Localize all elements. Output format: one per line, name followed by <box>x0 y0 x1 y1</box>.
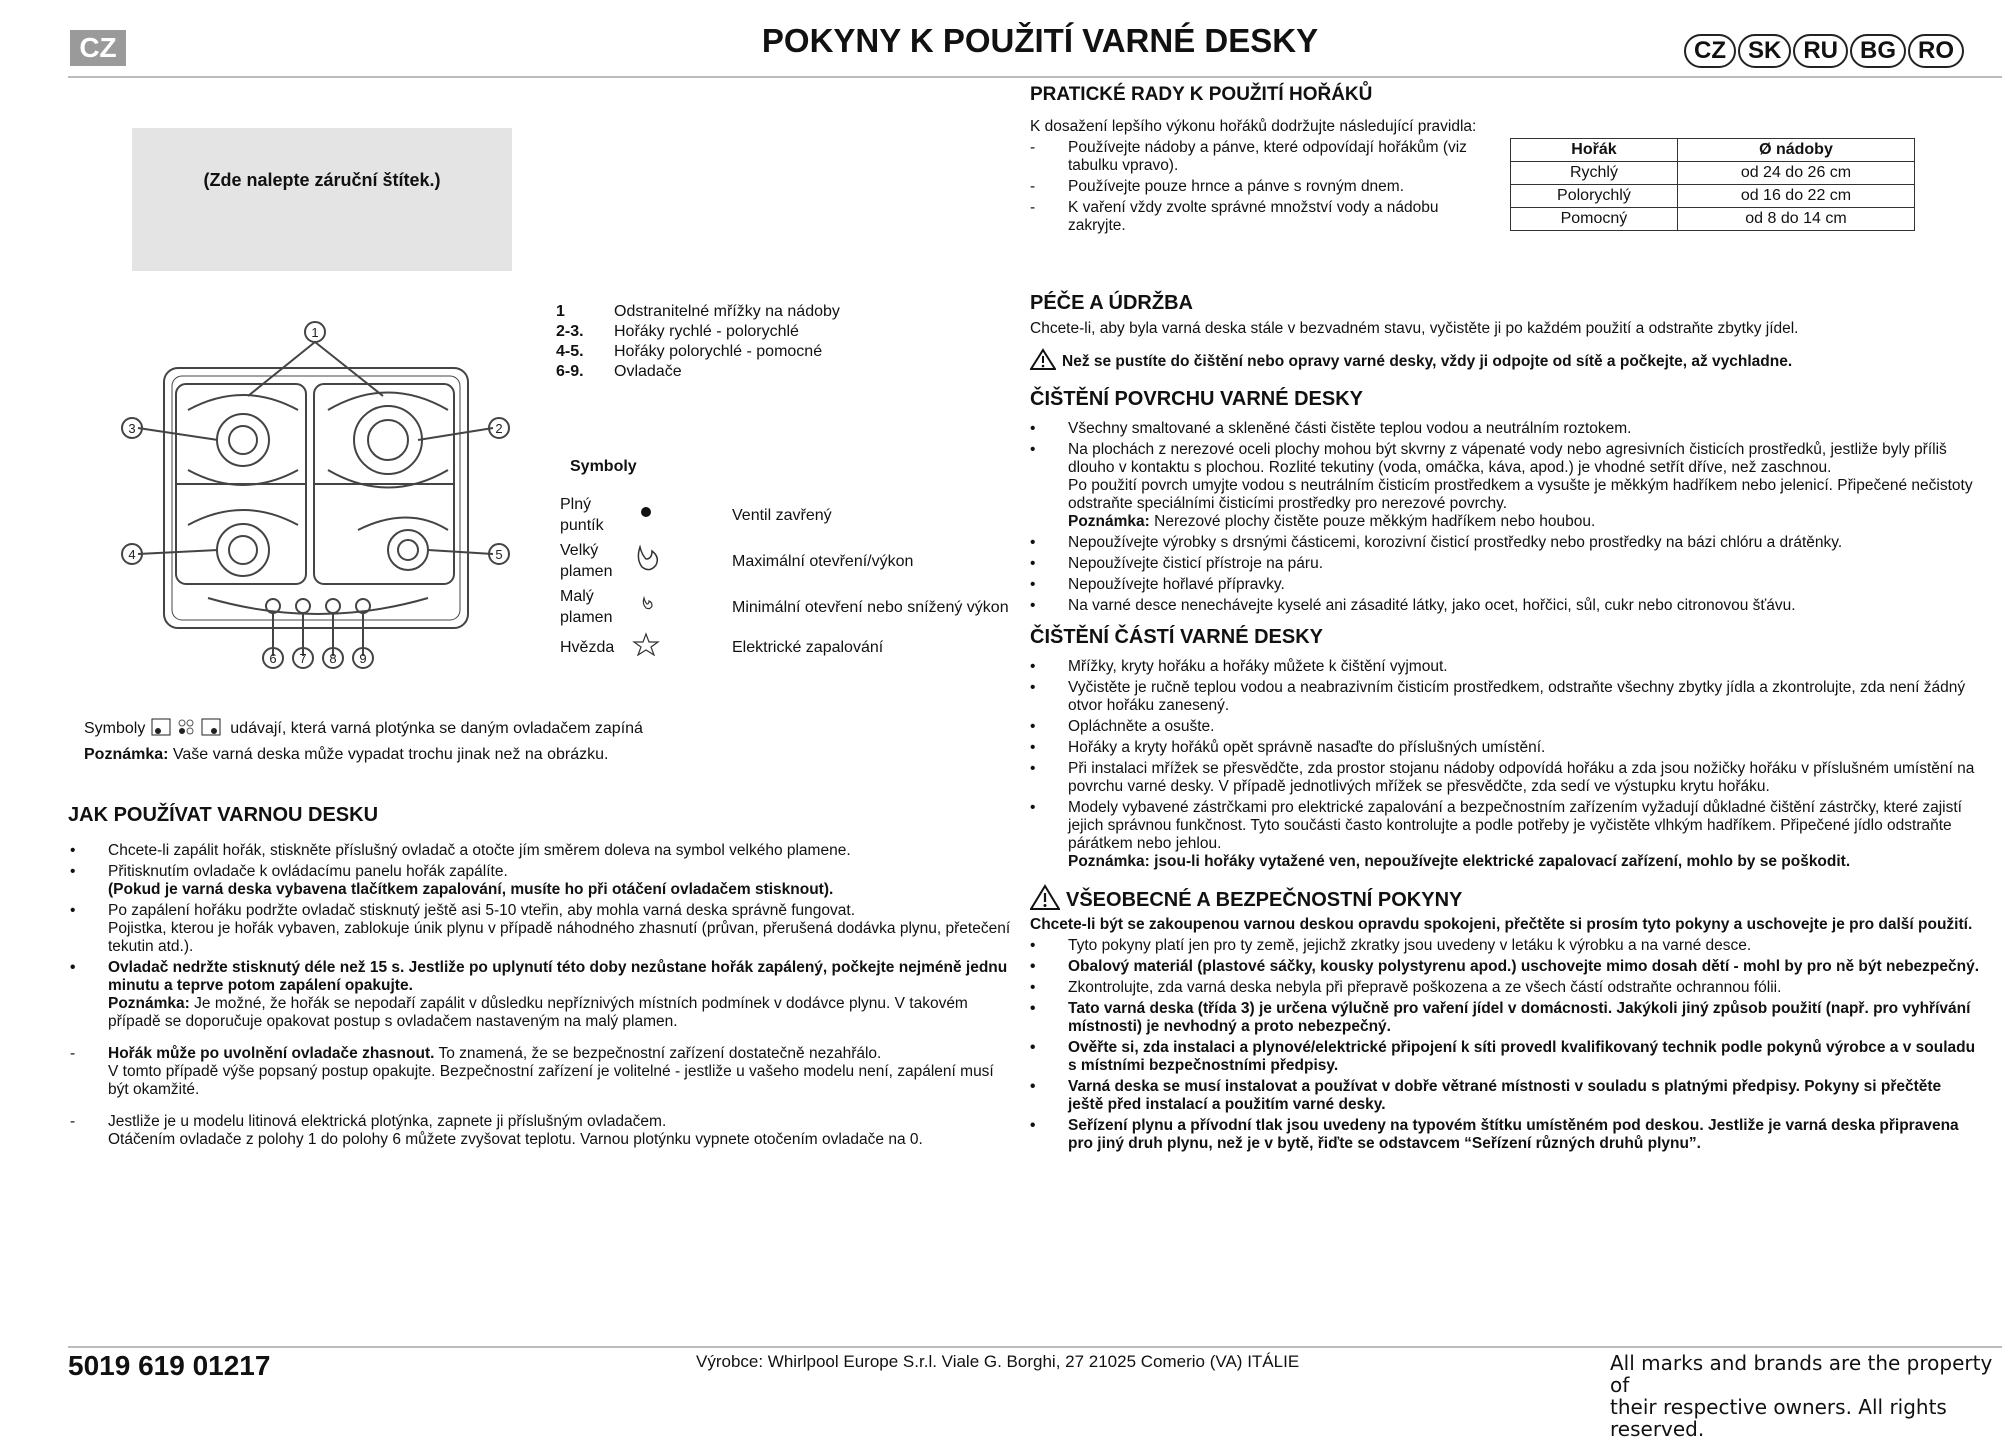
trademark-notice: All marks and brands are the property of their respective owners. All rights reserved. <box>1610 1351 1993 1441</box>
care-body <box>1030 320 1990 371</box>
symbol-desc: Elektrické zapalování <box>732 638 884 656</box>
lang-code: BG <box>1850 34 1906 68</box>
list-item: • Mřížky, kryty hořáku a hořáky můžete k čištění vyjmout. <box>1030 658 1975 676</box>
warranty-sticker-area <box>132 128 512 271</box>
list-item: • Ověřte si, zda instalaci a plynové/elektrické připojení k síti provedl kvalifikovaný technik podle pokynů výrobce a v souladu s místními bezpečnostními předpisy. <box>1030 1039 1980 1075</box>
symbols-table <box>560 492 1009 664</box>
safety-body <box>1030 916 1980 1156</box>
tips-intro: K dosažení lepšího výkonu hořáků dodržujte následující pravidla: <box>1030 118 1477 135</box>
document-code: 5019 619 01217 <box>68 1350 271 1381</box>
legend-num: 6-9. <box>556 363 584 380</box>
legend-row <box>556 302 840 322</box>
symbols-title: Symboly <box>570 458 637 475</box>
list-item: • Hořáky a kryty hořáků opět správně nasaďte do příslušných umístění. <box>1030 739 1975 757</box>
list-item: • Na plochách z nerezové oceli plochy mohou být skvrny z vápenaté vody nebo agresivních čisticích prostředků, jestliže byly příliš dlouho v kontaktu s plochou. Rozlité tekutiny (voda, omáčka, káva, apod.) je vhodné setřít dříve, než zaschnou. Po použití povrch umyjte vodou s neutrálním čisticím prostředkem a vysušte je měkkým hadříkem nebo jelenicí. Připečené nečistoty odstraňte speciálními čisticími prostředky pro nerezové povrchy. Poznámka: Nerezové plochy čistěte pouze měkkým hadříkem nebo houbou. <box>1030 441 1975 531</box>
use-section-title: JAK POUŽÍVAT VARNOU DESKU <box>68 804 379 826</box>
symbol-desc: Minimální otevření nebo snížený výkon <box>732 598 1009 616</box>
parts-body <box>1030 658 1975 874</box>
lang-code: RU <box>1793 34 1848 68</box>
surface-body <box>1030 420 1975 618</box>
care-warning: Než se pustíte do čištění nebo opravy varné desky, vždy ji odpojte od sítě a počkejte, až vychladne. <box>1030 348 1990 371</box>
symbol-row <box>560 492 1009 538</box>
care-title: PÉČE A ÚDRŽBA <box>1030 292 1193 314</box>
legend-text: Odstranitelné mřížky na nádoby <box>614 303 840 320</box>
list-item: • Při instalaci mřížek se přesvědčte, zda prostor stojanu nádoby odpovídá hořáku a zda jsou nožičky hořáku v příslušném umístění na povrchu varné desky. V případě jednotlivých mřížek se přesvědčte, zda sedí ve výstupku krytu hořáku. <box>1030 760 1975 796</box>
note-text: Vaše varná deska může vypadat trochu jinak než na obrázku. <box>172 746 609 763</box>
large-flame-icon <box>622 538 732 584</box>
table-row: Rychlý od 24 do 26 cm <box>1511 162 1915 185</box>
callout-6: 6 <box>269 651 277 666</box>
list-item: - Jestliže je u modelu litinová elektrická plotýnka, zapnete ji příslušným ovladačem. Otáčením ovladače z polohy 1 do polohy 6 můžete zvyšovat teplotu. Varnou plotýnku vypnete otočením ovladače na 0. <box>70 1113 1015 1149</box>
symbol-desc: Ventil zavřený <box>732 506 832 524</box>
list-item: • Nepoužívejte čisticí přístroje na páru. <box>1030 555 1975 573</box>
legend-num: 4-5. <box>556 343 584 360</box>
callout-9: 9 <box>359 651 367 666</box>
list-item: • Obalový materiál (plastové sáčky, kousky polystyrenu apod.) uschovejte mimo dosah dětí - mohl by pro ně být nebezpečný. <box>1030 958 1980 976</box>
list-item: • Varná deska se musí instalovat a používat v dobře větrané místnosti v souladu s platnými předpisy. Pokyny si přečtěte ještě před instalací a použitím varné desky. <box>1030 1078 1980 1114</box>
language-codes <box>1684 34 1964 68</box>
hob-diagram <box>118 300 518 675</box>
document-title: POKYNY K POUŽITÍ VARNÉ DESKY <box>761 22 1319 59</box>
list-item: • Chcete-li zapálit hořák, stiskněte příslušný ovladač a otočte jím směrem doleva na symbol velkého plamene. <box>70 842 1015 860</box>
callout-1: 1 <box>311 325 319 340</box>
table-row: Polorychlý od 16 do 22 cm <box>1511 185 1915 208</box>
star-icon <box>622 630 732 664</box>
fignote-lead: Symboly <box>84 720 146 737</box>
table-row: Pomocný od 8 do 14 cm <box>1511 208 1915 231</box>
use-section-body <box>70 842 1015 1152</box>
small-flame-icon <box>622 584 732 630</box>
fignote-tail: udávají, která varná plotýnka se daným ovladačem zapíná <box>230 720 643 737</box>
list-item: • Po zapálení hořáku podržte ovladač stisknutý ještě asi 5-10 vteřin, aby mohla varná deska správně fungovat. Pojistka, kterou je hořák vybaven, zablokuje únik plynu v případě náhodného zhasnutí (průvan, přerušená dodávka plynu, přetečení tekutin atd.). <box>70 902 1015 956</box>
sticker-label: (Zde nalepte záruční štítek.) <box>203 170 441 190</box>
symbol-name: Malý plamen <box>560 588 613 626</box>
legend-num: 2-3. <box>556 323 584 340</box>
legend-num: 1 <box>556 303 565 320</box>
manufacturer-info: Výrobce: Whirlpool Europe S.r.l. Viale G. Borghi, 27 21025 Comerio (VA) ITÁLIE <box>696 1352 1300 1371</box>
list-item: - Používejte nádoby a pánve, které odpovídají hořákům (viz tabulku vpravo). <box>1030 139 1500 175</box>
symbol-desc: Maximální otevření/výkon <box>732 552 914 570</box>
symbol-name: Plný puntík <box>560 496 604 534</box>
callout-3: 3 <box>128 421 136 436</box>
list-item: - K vaření vždy zvolte správné množství vody a nádobu zakryjte. <box>1030 199 1500 235</box>
list-item: • Seřízení plynu a přívodní tlak jsou uvedeny na typovém štítku umístěném pod deskou. Jestliže je varná deska připravena pro jiný druh plynu, než je v bytě, řiďte se odstavcem “Seřízení různých druhů plynu”. <box>1030 1117 1980 1153</box>
legend-text: Ovladače <box>614 363 682 380</box>
tips-body <box>1030 118 1500 238</box>
care-text: Chcete-li, aby byla varná deska stále v bezvadném stavu, vyčistěte ji po každém použití a odstraňte zbytky jídel. <box>1030 320 1799 337</box>
lang-code: CZ <box>1684 34 1736 68</box>
list-item: • Na varné desce nenechávejte kyselé ani zásadité látky, jako ocet, hořčici, sůl, cukr nebo citronovou šťávu. <box>1030 597 1975 615</box>
legend-row <box>556 322 840 342</box>
callout-4: 4 <box>128 547 136 562</box>
lang-code: SK <box>1738 34 1791 68</box>
legend-row <box>556 362 840 382</box>
parts-legend <box>556 302 840 382</box>
list-item: • Ovladač nedržte stisknutý déle než 15 s. Jestliže po uplynutí této doby nezůstane hořák zapálený, počkejte nejméně jednu minutu a teprve potom zapálení opakujte. Poznámka: Je možné, že hořák se nepodaří zapálit v důsledku nepříznivých místních podmínek v dodávce plynu. V takovém případě se doporučuje opakovat postup s ovladačem nastaveným na malý plamen. <box>70 959 1015 1031</box>
list-item: • Všechny smaltované a skleněné části čistěte teplou vodou a neutrálním roztokem. <box>1030 420 1975 438</box>
symbol-name: Hvězda <box>560 638 615 656</box>
symbol-row <box>560 538 1009 584</box>
list-item: • Modely vybavené zástrčkami pro elektrické zapalování a bezpečnostním zařízením vyžadují důkladné čištění zástrčky, které zajistí jejich správnou funkčnost. Tyto součásti často kontrolujte a podle potřeby je vyčistěte vlhkým hadříkem. Připečené jídlo odstraňte párátkem nebo jehlou. Poznámka: jsou-li hořáky vytažené ven, nepoužívejte elektrické zapalovací zařízení, mohlo by se poškodit. <box>1030 799 1975 871</box>
callout-2: 2 <box>495 421 503 436</box>
list-item: • Přitisknutím ovladače k ovládacímu panelu hořák zapálíte. (Pokud je varná deska vybavena tlačítkem zapalování, musíte ho při otáčení ovladačem stisknout). <box>70 863 1015 899</box>
symbol-row <box>560 584 1009 630</box>
list-item: • Opláchněte a osušte. <box>1030 718 1975 736</box>
list-item: • Tyto pokyny platí jen pro ty země, jejichž zkratky jsou uvedeny v letáku k výrobku a na varné desce. <box>1030 937 1980 955</box>
list-item: - Hořák může po uvolnění ovladače zhasnout. To znamená, že se bezpečnostní zařízení dostatečně nezahřálo. V tomto případě výše popsaný postup opakujte. Bezpečnostní zařízení je volitelné - jestliže u vašeho modelu není, zapálení musí být okamžité. <box>70 1045 1015 1099</box>
symbol-name: Velký plamen <box>560 542 613 580</box>
warning-icon <box>1030 884 1060 910</box>
list-item: • Vyčistěte je ručně teplou vodou a neabrazivním čisticím prostředkem, odstraňte všechny zbytky jídla a zkontrolujte, zda není žádný otvor hořáku zanesený. <box>1030 679 1975 715</box>
safety-intro: Chcete-li být se zakoupenou varnou deskou opravdu spokojeni, přečtěte si prosím tyto pokyny a uschovejte je pro další použití. <box>1030 916 1973 933</box>
lang-code: RO <box>1908 34 1964 68</box>
burner-pan-table <box>1510 138 1915 231</box>
table-header: Ø nádoby <box>1677 139 1914 162</box>
table-header: Hořák <box>1511 139 1678 162</box>
safety-title: VŠEOBECNÉ A BEZPEČNOSTNÍ POKYNY <box>1030 884 1462 912</box>
legend-text: Hořáky polorychlé - pomocné <box>614 343 823 360</box>
legend-row <box>556 342 840 362</box>
legend-text: Hořáky rychlé - polorychlé <box>614 323 799 340</box>
filled-dot-icon <box>622 492 732 538</box>
symbol-row <box>560 630 1009 664</box>
footer-divider <box>68 1346 2002 1348</box>
warning-icon <box>1030 348 1056 370</box>
callout-5: 5 <box>495 547 503 562</box>
list-item: • Nepoužívejte výrobky s drsnými částicemi, korozivní čisticí prostředky nebo prostředky na bázi chlóru a drátěnky. <box>1030 534 1975 552</box>
header-divider <box>68 76 2002 78</box>
figure-note <box>84 716 643 768</box>
language-badge: CZ <box>70 30 126 66</box>
parts-title: ČIŠTĚNÍ ČÁSTÍ VARNÉ DESKY <box>1030 626 1323 648</box>
burner-position-icons <box>150 720 226 737</box>
list-item: • Nepoužívejte hořlavé přípravky. <box>1030 576 1975 594</box>
list-item: • Tato varná deska (třída 3) je určena výlučně pro vaření jídel v domácnosti. Jakýkoli jiný způsob použití (např. pro vyhřívání místnosti) je nevhodný a proto nebezpečný. <box>1030 1000 1980 1036</box>
callout-7: 7 <box>299 651 307 666</box>
list-item: • Zkontrolujte, zda varná deska nebyla při přepravě poškozena a ze všech částí odstraňte ochrannou fólii. <box>1030 979 1980 997</box>
callout-8: 8 <box>329 651 337 666</box>
tips-title: PRATICKÉ RADY K POUŽITÍ HOŘÁKŮ <box>1030 84 1373 105</box>
surface-title: ČIŠTĚNÍ POVRCHU VARNÉ DESKY <box>1030 388 1364 410</box>
list-item: - Používejte pouze hrnce a pánve s rovným dnem. <box>1030 178 1500 196</box>
note-label: Poznámka: <box>84 746 169 763</box>
